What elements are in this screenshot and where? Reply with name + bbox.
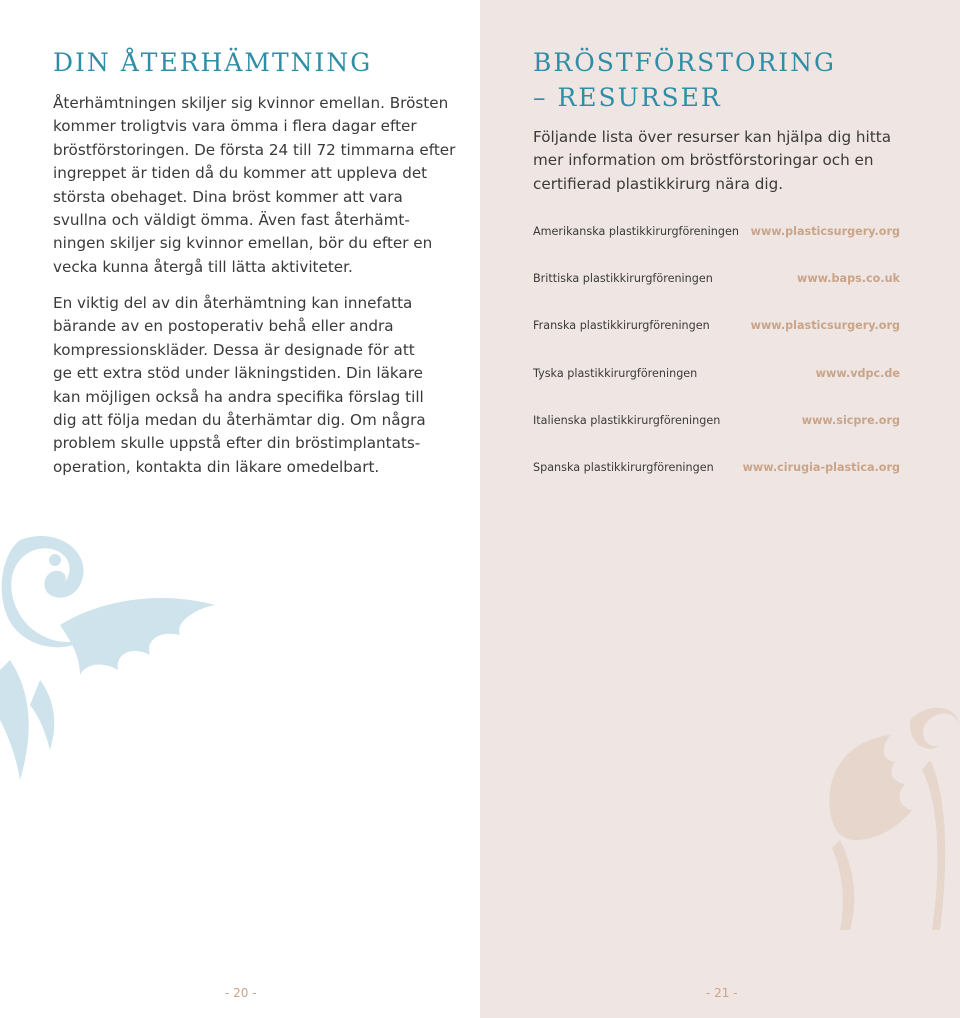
text-line: kommer troligtvis vara ömma i flera dagar efter [53, 117, 417, 136]
heading-line: – RESURSER [533, 83, 722, 112]
text-line: kan möjligen också ha andra specifika förslag till [53, 387, 424, 406]
resource-name: Spanska plastikkirurgföreningen [533, 460, 714, 474]
list-item [533, 411, 900, 458]
text-line: kompressionskläder. Dessa är designade för att [53, 340, 415, 359]
text-line: ningen skiljer sig kvinnor emellan, bör du efter en [53, 234, 433, 253]
resources-intro [533, 126, 891, 196]
text-line: Återhämtningen skiljer sig kvinnor emellan. Brösten [53, 94, 449, 112]
resource-name: Franska plastikkirurgföreningen [533, 319, 710, 333]
resource-link[interactable]: www.sicpre.org [801, 413, 900, 427]
recovery-paragraph-2 [53, 292, 426, 479]
blue-floral-ornament [0, 530, 230, 790]
text-line: bröstförstoringen. De första 24 till 72 timmarna efter [53, 140, 456, 159]
list-item [533, 222, 900, 269]
list-item [533, 316, 900, 363]
text-line: operation, kontakta din läkare omedelbart. [53, 457, 380, 476]
list-item [533, 364, 900, 411]
text-line: certifierad plastikkirurg nära dig. [533, 174, 784, 193]
heading-line: BRÖSTFÖRSTORING [533, 48, 836, 77]
text-line: vecka kunna återgå till lätta aktiviteter. [53, 257, 353, 276]
text-line: mer information om bröstförstoringar och en [533, 151, 874, 170]
page-number: - 21 - [706, 986, 738, 1000]
list-item [533, 458, 900, 505]
resource-name: Amerikanska plastikkirurgföreningen [533, 225, 739, 238]
text-line: problem skulle uppstå efter din bröstimplantats- [53, 434, 421, 453]
right-page-heading [533, 45, 836, 115]
text-line: svullna och väldigt ömma. Även fast återhämt- [53, 211, 410, 230]
text-line: En viktig del av din återhämtning kan innefatta [53, 294, 413, 312]
resource-link[interactable]: www.plasticsurgery.org [750, 225, 900, 238]
resource-link[interactable]: www.vdpc.de [815, 366, 900, 380]
resource-name: Tyska plastikkirurgföreningen [533, 366, 698, 380]
text-line: ingreppet är tiden då du kommer att uppleva det [53, 164, 428, 183]
resource-list [533, 222, 900, 505]
resource-name: Brittiska plastikkirurgföreningen [533, 272, 713, 286]
left-page-heading: DIN ÅTERHÄMTNING [53, 48, 373, 77]
page-number: - 20 - [225, 986, 257, 1000]
resource-link[interactable]: www.baps.co.uk [797, 272, 900, 286]
text-line: största obehaget. Dina bröst kommer att vara [53, 187, 403, 206]
resource-link[interactable]: www.plasticsurgery.org [750, 319, 900, 333]
resource-name: Italienska plastikkirurgföreningen [533, 413, 721, 427]
right-page [480, 0, 960, 1018]
beige-floral-ornament [810, 700, 960, 930]
text-line: ge ett extra stöd under läkningstiden. Din läkare [53, 364, 423, 383]
text-line: dig att följa medan du återhämtar dig. Om några [53, 411, 426, 430]
text-line: bärande av en postoperativ behå eller andra [53, 317, 394, 336]
list-item [533, 269, 900, 316]
text-line: Följande lista över resurser kan hjälpa dig hitta [533, 128, 891, 146]
resource-link[interactable]: www.cirugia-plastica.org [742, 460, 900, 474]
recovery-paragraph-1 [53, 92, 455, 279]
